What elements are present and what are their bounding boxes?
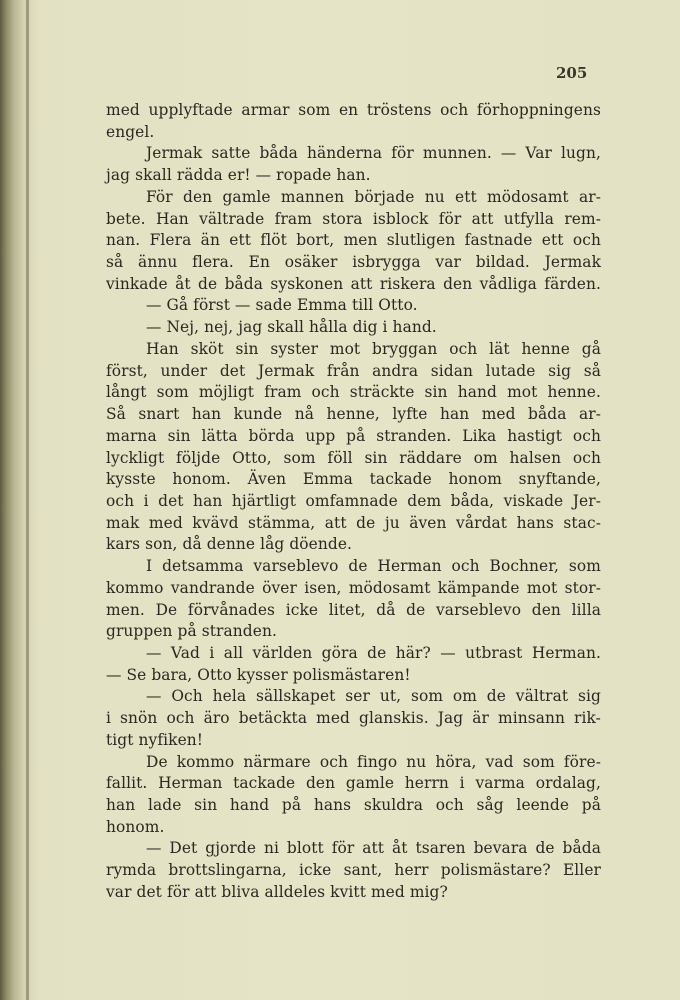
text-line: vinkade åt de båda syskonen att riskera den vådliga färden. [106, 274, 601, 293]
text-line: tigt nyfiken! [106, 730, 204, 749]
text-line: I detsamma varseblevo de Herman och Bochner, som [146, 557, 601, 576]
text-line: han lade sin hand på hans skuldra och såg leende på [106, 796, 601, 814]
text-line: — Det gjorde ni blott för att åt tsaren bevara de båda [146, 839, 601, 858]
text-line: lyckligt följde Otto, som föll sin räddare om halsen och [106, 448, 601, 467]
text-line: — Nej, nej, jag skall hålla dig i hand. [146, 318, 437, 337]
text-line: jag skall rädda er! — ropade han. [106, 166, 371, 185]
text-line: Jermak satte båda händerna för munnen. — Var lugn, [146, 144, 601, 163]
text-line: De kommo närmare och fingo nu höra, vad som före- [146, 752, 601, 771]
text-line: var det för att bliva alldeles kvitt med mig? [106, 882, 448, 901]
book-binding-edge [26, 0, 29, 1000]
text-line: marna sin lätta börda upp på stranden. Lika hastigt och [106, 426, 601, 445]
body-text [106, 100, 601, 904]
text-line: honom. [106, 817, 165, 836]
text-line: För den gamle mannen började nu ett mödosamt ar- [146, 187, 601, 206]
text-line: — Gå först — sade Emma till Otto. [146, 296, 418, 315]
text-line: mak med kvävd stämma, att de ju även vårdat hans stac- [106, 513, 601, 532]
text-line: — Vad i all världen göra de här? — utbrast Herman. [146, 643, 601, 662]
text-line: men. De förvånades icke litet, då de varseblevo den lilla [106, 600, 601, 619]
text-line: och i det han hjärtligt omfamnade dem båda, viskade Jer- [106, 491, 601, 510]
text-line: så ännu flera. En osäker isbrygga var bildad. Jermak [106, 253, 601, 272]
page-number: 205 [556, 64, 588, 82]
text-line: bete. Han vältrade fram stora isblock för att utfylla rem- [106, 209, 601, 228]
text-line: kysste honom. Även Emma tackade honom snyftande, [106, 470, 601, 489]
text-line: långt som möjligt fram och sträckte sin hand mot henne. [106, 383, 601, 402]
text-line: kars son, då denne låg döende. [106, 535, 353, 554]
text-line: först, under det Jermak från andra sidan lutade sig så [106, 361, 601, 380]
text-line: rymda brottslingarna, icke sant, herr polismästare? Eller [106, 861, 601, 880]
text-line: gruppen på stranden. [106, 622, 277, 641]
text-line: med upplyftade armar som en tröstens och förhoppningens [106, 101, 601, 119]
text-line: Så snart han kunde nå henne, lyfte han med båda ar- [106, 405, 601, 424]
text-line: — Och hela sällskapet ser ut, som om de vältrat sig [146, 687, 601, 706]
text-line: Han sköt sin syster mot bryggan och lät henne gå [146, 339, 601, 358]
text-line: kommo vandrande över isen, mödosamt kämpande mot stor- [106, 578, 601, 597]
text-line: fallit. Herman tackade den gamle herrn i varma ordalag, [106, 774, 601, 793]
text-line: nan. Flera än ett flöt bort, men slutligen fastnade ett och [106, 231, 601, 250]
text-line: i snön och äro betäckta med glanskis. Jag är minsann rik- [106, 709, 601, 728]
text-line: — Se bara, Otto kysser polismästaren! [106, 665, 411, 684]
text-line: engel. [106, 122, 155, 141]
